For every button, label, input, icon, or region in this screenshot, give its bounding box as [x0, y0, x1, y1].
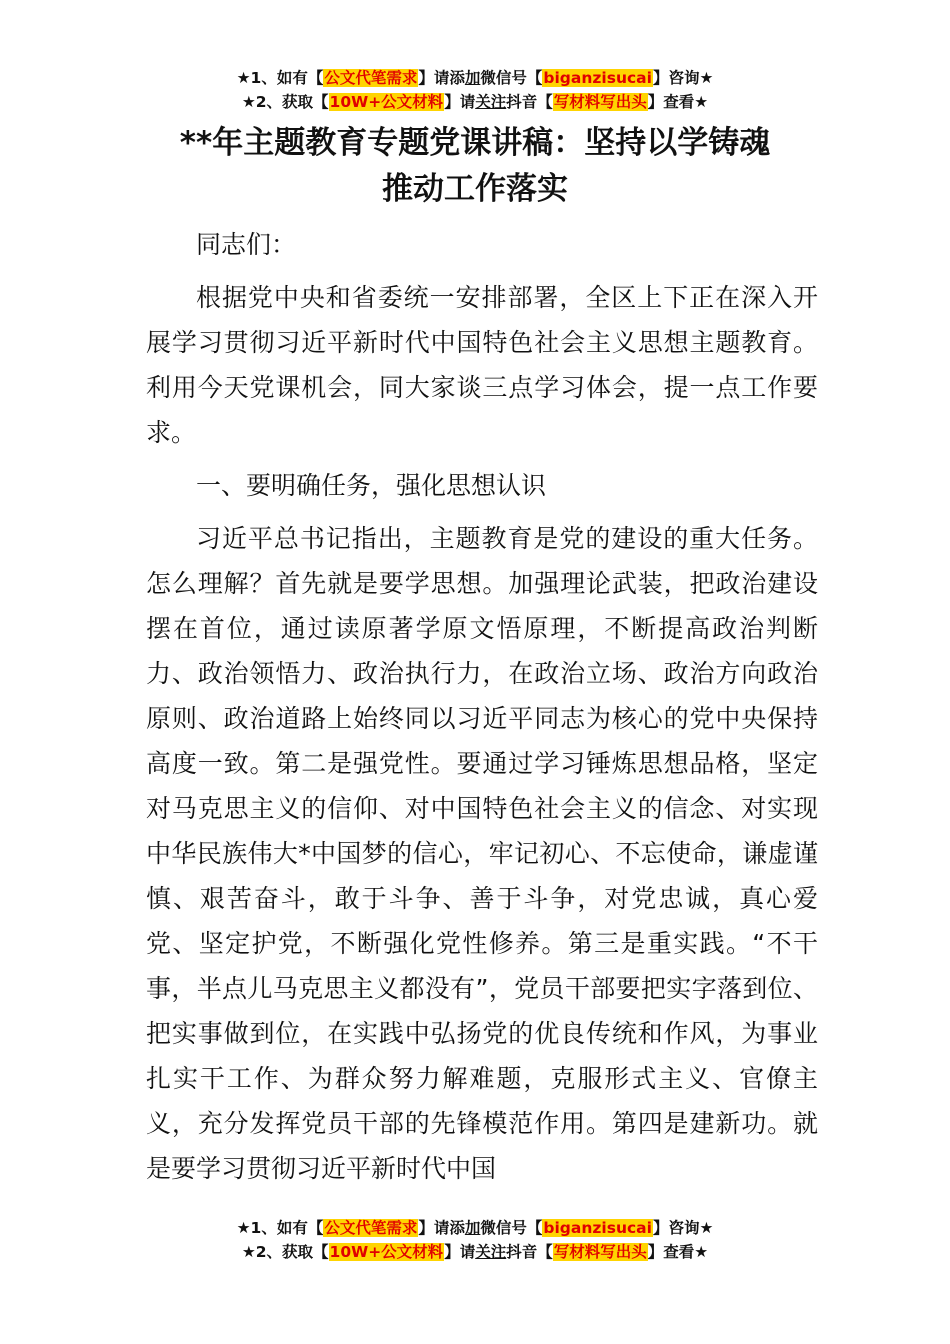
highlight-wechat-id: biganzisucai: [543, 69, 652, 87]
promo-banner-bottom: [0, 1216, 950, 1264]
highlight-service: 公文代笔需求: [324, 1219, 418, 1237]
title-line-1: **年主题教育专题党课讲稿：坚持以学铸魂: [179, 125, 771, 161]
section-1-paragraph: 习近平总书记指出，主题教育是党的建设的重大任务。怎么理解？首先就是要学思想。加强理论武装，把政治建设摆在首位，通过读原著学原文悟原理，不断提高政治判断力、政治领悟力、政治执行力，在政治立场、政治方向政治原则、政治道路上始终同以习近平同志为核心的党中央保持高度一致。第二是强党性。要通过学习锤炼思想品格，坚定对马克思主义的信仰、对中国特色社会主义的信念、对实现中华民族伟大*中国梦的信心，牢记初心、不忘使命，谦虚谨慎、艰苦奋斗，敢于斗争、善于斗争，对党忠诚，真心爱党、坚定护党，不断强化党性修养。第三是重实践。“不干事，半点儿马克思主义都没有”，党员干部要把实字落到位、把实事做到位，在实践中弘扬党的优良传统和作风，为事业扎实干工作、为群众努力解难题，克服形式主义、官僚主义，充分发挥党员干部的先锋模范作用。第四是建新功。就是要学习贯彻习近平新时代中国: [146, 524, 818, 1183]
section-heading-1: 一、要明确任务，强化思想认识: [196, 471, 547, 500]
promo-line-1: ★1、如有【公文代笔需求】请添加微信号【biganzisucai】咨询★: [236, 69, 714, 87]
highlight-wechat-id: biganzisucai: [543, 1219, 652, 1237]
document-title: [0, 120, 950, 212]
highlight-materials: 10W+公文材料: [329, 93, 444, 111]
promo-line-2: ★2、获取【10W+公文材料】请关注抖音【写材料写出头】查看★: [241, 93, 709, 111]
promo-banner-top: [0, 66, 950, 114]
title-line-2: 推动工作落实: [382, 171, 568, 207]
promo-line-2: ★2、获取【10W+公文材料】请关注抖音【写材料写出头】查看★: [241, 1243, 709, 1261]
document-body: [146, 222, 818, 1191]
highlight-douyin: 写材料写出头: [553, 1243, 647, 1261]
promo-line-1: ★1、如有【公文代笔需求】请添加微信号【biganzisucai】咨询★: [236, 1219, 714, 1237]
highlight-douyin: 写材料写出头: [553, 93, 647, 111]
highlight-materials: 10W+公文材料: [329, 1243, 444, 1261]
salutation: 同志们：: [196, 230, 297, 259]
intro-paragraph: 根据党中央和省委统一安排部署，全区上下正在深入开展学习贯彻习近平新时代中国特色社会主义思想主题教育。利用今天党课机会，同大家谈三点学习体会，提一点工作要求。: [146, 283, 818, 447]
highlight-service: 公文代笔需求: [324, 69, 418, 87]
